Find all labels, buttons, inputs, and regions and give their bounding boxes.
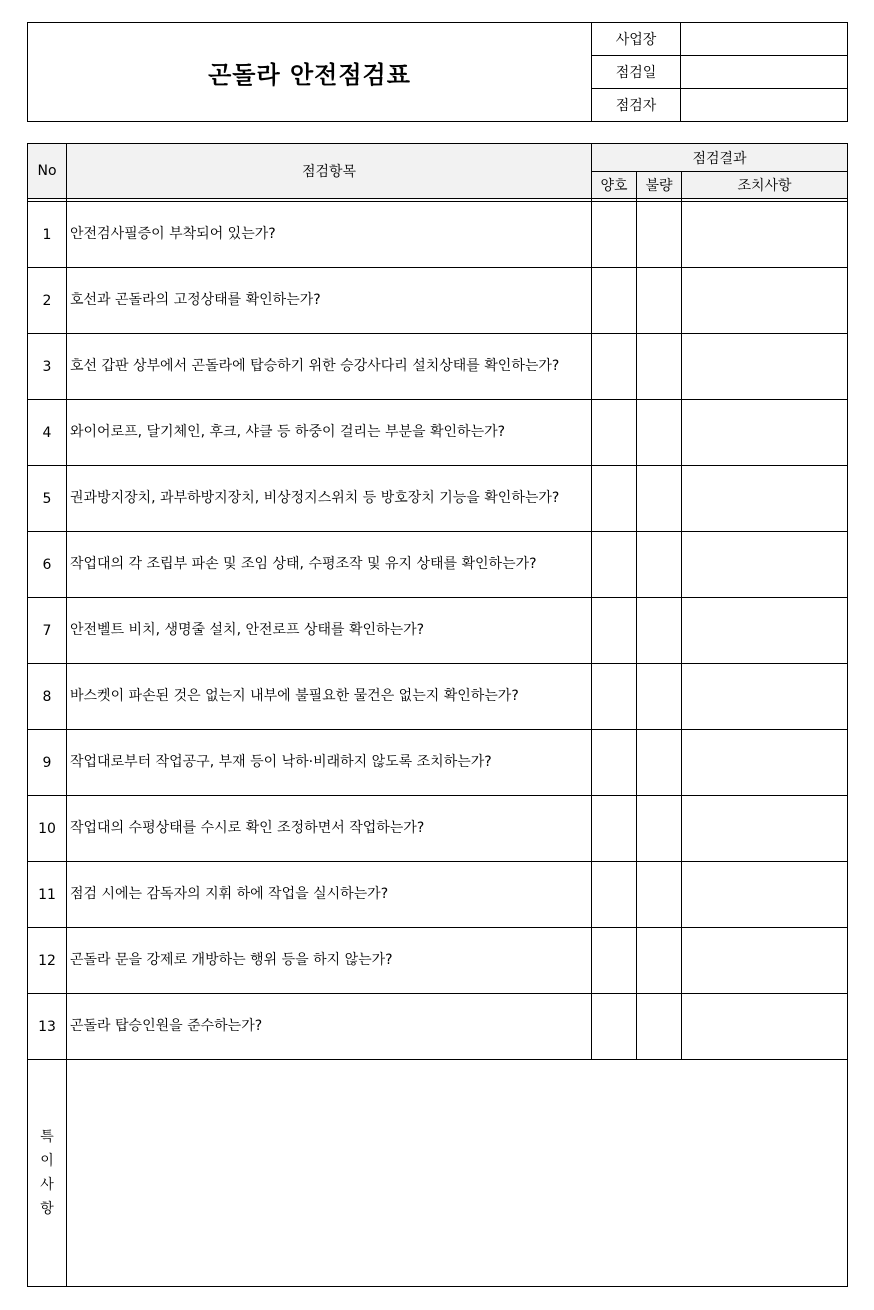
row-item: 곤돌라 탑승인원을 준수하는가? xyxy=(67,994,592,1060)
notes-field[interactable] xyxy=(67,1060,848,1287)
table-row xyxy=(28,466,848,532)
row-item: 호선 갑판 상부에서 곤돌라에 탑승하기 위한 승강사다리 설치상태를 확인하는가? xyxy=(67,334,592,400)
good-check-cell[interactable] xyxy=(592,796,637,862)
action-cell[interactable] xyxy=(682,862,848,928)
table-row xyxy=(28,202,848,268)
bad-check-cell[interactable] xyxy=(637,202,682,268)
good-check-cell[interactable] xyxy=(592,400,637,466)
row-item: 안전검사필증이 부착되어 있는가? xyxy=(67,202,592,268)
row-number: 13 xyxy=(28,994,67,1060)
action-cell[interactable] xyxy=(682,466,848,532)
table-row xyxy=(28,334,848,400)
action-cell[interactable] xyxy=(682,268,848,334)
bad-check-cell[interactable] xyxy=(637,664,682,730)
notes-label-char: 특 xyxy=(40,1129,54,1145)
bad-check-cell[interactable] xyxy=(637,928,682,994)
action-cell[interactable] xyxy=(682,202,848,268)
page-title: 곤돌라 안전점검표 xyxy=(28,23,592,122)
row-item: 점검 시에는 감독자의 지휘 하에 작업을 실시하는가? xyxy=(67,862,592,928)
row-number: 12 xyxy=(28,928,67,994)
inspection-date-label: 점검일 xyxy=(592,56,681,89)
table-row xyxy=(28,400,848,466)
action-cell[interactable] xyxy=(682,994,848,1060)
notes-label-char: 항 xyxy=(40,1201,54,1217)
row-item: 안전벨트 비치, 생명줄 설치, 안전로프 상태를 확인하는가? xyxy=(67,598,592,664)
good-check-cell[interactable] xyxy=(592,994,637,1060)
action-cell[interactable] xyxy=(682,664,848,730)
action-cell[interactable] xyxy=(682,730,848,796)
col-header-result: 점검결과 xyxy=(592,144,848,172)
table-row xyxy=(28,268,848,334)
action-cell[interactable] xyxy=(682,598,848,664)
row-number: 6 xyxy=(28,532,67,598)
bad-check-cell[interactable] xyxy=(637,400,682,466)
notes-label xyxy=(28,1060,67,1287)
notes-row xyxy=(28,1060,848,1287)
col-header-item: 점검항목 xyxy=(67,144,592,199)
row-item: 권과방지장치, 과부하방지장치, 비상정지스위치 등 방호장치 기능을 확인하는가? xyxy=(67,466,592,532)
bad-check-cell[interactable] xyxy=(637,268,682,334)
good-check-cell[interactable] xyxy=(592,532,637,598)
action-cell[interactable] xyxy=(682,928,848,994)
table-row xyxy=(28,730,848,796)
good-check-cell[interactable] xyxy=(592,598,637,664)
good-check-cell[interactable] xyxy=(592,664,637,730)
row-item: 호선과 곤돌라의 고정상태를 확인하는가? xyxy=(67,268,592,334)
row-item: 와이어로프, 달기체인, 후크, 샤클 등 하중이 걸리는 부분을 확인하는가? xyxy=(67,400,592,466)
row-number: 3 xyxy=(28,334,67,400)
bad-check-cell[interactable] xyxy=(637,466,682,532)
row-number: 9 xyxy=(28,730,67,796)
table-row xyxy=(28,598,848,664)
notes-label-char: 이 xyxy=(40,1153,54,1169)
table-row xyxy=(28,994,848,1060)
bad-check-cell[interactable] xyxy=(637,994,682,1060)
col-header-action: 조치사항 xyxy=(682,172,848,199)
good-check-cell[interactable] xyxy=(592,466,637,532)
bad-check-cell[interactable] xyxy=(637,862,682,928)
good-check-cell[interactable] xyxy=(592,202,637,268)
table-row xyxy=(28,862,848,928)
action-cell[interactable] xyxy=(682,532,848,598)
table-row xyxy=(28,928,848,994)
table-row xyxy=(28,796,848,862)
inspector-field[interactable] xyxy=(681,89,848,122)
table-row xyxy=(28,664,848,730)
notes-label-char: 사 xyxy=(40,1177,54,1193)
action-cell[interactable] xyxy=(682,334,848,400)
checklist-table xyxy=(27,143,848,1287)
bad-check-cell[interactable] xyxy=(637,730,682,796)
col-header-good: 양호 xyxy=(592,172,637,199)
row-item: 바스켓이 파손된 것은 없는지 내부에 불필요한 물건은 없는지 확인하는가? xyxy=(67,664,592,730)
header-table xyxy=(27,22,848,122)
row-number: 8 xyxy=(28,664,67,730)
site-label: 사업장 xyxy=(592,23,681,56)
row-number: 4 xyxy=(28,400,67,466)
good-check-cell[interactable] xyxy=(592,928,637,994)
good-check-cell[interactable] xyxy=(592,268,637,334)
row-number: 5 xyxy=(28,466,67,532)
bad-check-cell[interactable] xyxy=(637,598,682,664)
inspection-date-field[interactable] xyxy=(681,56,848,89)
table-row xyxy=(28,532,848,598)
row-number: 7 xyxy=(28,598,67,664)
inspector-label: 점검자 xyxy=(592,89,681,122)
row-number: 2 xyxy=(28,268,67,334)
row-number: 11 xyxy=(28,862,67,928)
row-item: 곤돌라 문을 강제로 개방하는 행위 등을 하지 않는가? xyxy=(67,928,592,994)
row-number: 10 xyxy=(28,796,67,862)
action-cell[interactable] xyxy=(682,796,848,862)
col-header-no: No xyxy=(28,144,67,199)
bad-check-cell[interactable] xyxy=(637,796,682,862)
bad-check-cell[interactable] xyxy=(637,532,682,598)
good-check-cell[interactable] xyxy=(592,334,637,400)
row-item: 작업대로부터 작업공구, 부재 등이 낙하·비래하지 않도록 조치하는가? xyxy=(67,730,592,796)
action-cell[interactable] xyxy=(682,400,848,466)
row-item: 작업대의 각 조립부 파손 및 조임 상태, 수평조작 및 유지 상태를 확인하는가? xyxy=(67,532,592,598)
row-item: 작업대의 수평상태를 수시로 확인 조정하면서 작업하는가? xyxy=(67,796,592,862)
good-check-cell[interactable] xyxy=(592,730,637,796)
row-number: 1 xyxy=(28,202,67,268)
col-header-bad: 불량 xyxy=(637,172,682,199)
site-field[interactable] xyxy=(681,23,848,56)
bad-check-cell[interactable] xyxy=(637,334,682,400)
good-check-cell[interactable] xyxy=(592,862,637,928)
